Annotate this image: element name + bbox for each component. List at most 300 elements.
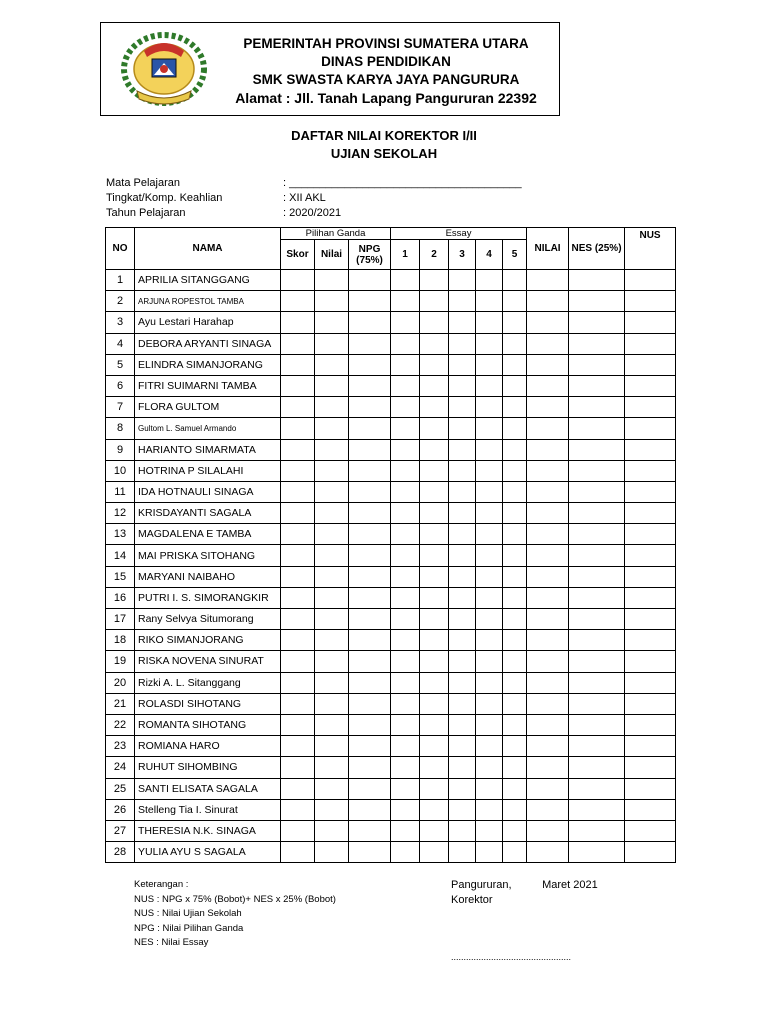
score-cell[interactable] bbox=[449, 714, 476, 735]
score-cell[interactable] bbox=[569, 354, 625, 375]
score-cell[interactable] bbox=[569, 333, 625, 354]
score-cell[interactable] bbox=[281, 291, 315, 312]
score-cell[interactable] bbox=[569, 439, 625, 460]
score-cell[interactable] bbox=[625, 820, 676, 841]
score-cell[interactable] bbox=[391, 291, 420, 312]
score-cell[interactable] bbox=[569, 714, 625, 735]
score-cell[interactable] bbox=[569, 270, 625, 291]
score-cell[interactable] bbox=[503, 672, 527, 693]
score-cell[interactable] bbox=[527, 333, 569, 354]
score-cell[interactable] bbox=[349, 630, 391, 651]
score-cell[interactable] bbox=[391, 566, 420, 587]
score-cell[interactable] bbox=[569, 757, 625, 778]
score-cell[interactable] bbox=[391, 312, 420, 333]
score-cell[interactable] bbox=[569, 566, 625, 587]
score-cell[interactable] bbox=[281, 842, 315, 863]
score-cell[interactable] bbox=[527, 799, 569, 820]
score-cell[interactable] bbox=[527, 672, 569, 693]
score-cell[interactable] bbox=[527, 291, 569, 312]
score-cell[interactable] bbox=[420, 503, 449, 524]
score-cell[interactable] bbox=[281, 820, 315, 841]
score-cell[interactable] bbox=[527, 439, 569, 460]
score-cell[interactable] bbox=[449, 587, 476, 608]
score-cell[interactable] bbox=[625, 397, 676, 418]
score-cell[interactable] bbox=[391, 545, 420, 566]
score-cell[interactable] bbox=[420, 799, 449, 820]
score-cell[interactable] bbox=[625, 609, 676, 630]
score-cell[interactable] bbox=[503, 714, 527, 735]
score-cell[interactable] bbox=[527, 270, 569, 291]
score-cell[interactable] bbox=[527, 842, 569, 863]
score-cell[interactable] bbox=[527, 757, 569, 778]
score-cell[interactable] bbox=[281, 672, 315, 693]
score-cell[interactable] bbox=[420, 524, 449, 545]
score-cell[interactable] bbox=[281, 566, 315, 587]
score-cell[interactable] bbox=[503, 354, 527, 375]
score-cell[interactable] bbox=[315, 778, 349, 799]
score-cell[interactable] bbox=[420, 460, 449, 481]
score-cell[interactable] bbox=[315, 651, 349, 672]
score-cell[interactable] bbox=[349, 503, 391, 524]
score-cell[interactable] bbox=[625, 693, 676, 714]
score-cell[interactable] bbox=[569, 842, 625, 863]
score-cell[interactable] bbox=[420, 672, 449, 693]
score-cell[interactable] bbox=[349, 609, 391, 630]
score-cell[interactable] bbox=[449, 481, 476, 502]
score-cell[interactable] bbox=[281, 693, 315, 714]
score-cell[interactable] bbox=[281, 397, 315, 418]
score-cell[interactable] bbox=[349, 799, 391, 820]
score-cell[interactable] bbox=[569, 503, 625, 524]
score-cell[interactable] bbox=[569, 651, 625, 672]
score-cell[interactable] bbox=[476, 736, 503, 757]
score-cell[interactable] bbox=[349, 291, 391, 312]
score-cell[interactable] bbox=[420, 270, 449, 291]
score-cell[interactable] bbox=[476, 630, 503, 651]
score-cell[interactable] bbox=[476, 333, 503, 354]
score-cell[interactable] bbox=[420, 587, 449, 608]
score-cell[interactable] bbox=[625, 333, 676, 354]
score-cell[interactable] bbox=[315, 693, 349, 714]
score-cell[interactable] bbox=[476, 354, 503, 375]
score-cell[interactable] bbox=[349, 587, 391, 608]
score-cell[interactable] bbox=[349, 693, 391, 714]
score-cell[interactable] bbox=[476, 439, 503, 460]
score-cell[interactable] bbox=[349, 481, 391, 502]
score-cell[interactable] bbox=[569, 587, 625, 608]
score-cell[interactable] bbox=[527, 693, 569, 714]
score-cell[interactable] bbox=[476, 757, 503, 778]
score-cell[interactable] bbox=[449, 672, 476, 693]
score-cell[interactable] bbox=[420, 714, 449, 735]
score-cell[interactable] bbox=[625, 354, 676, 375]
score-cell[interactable] bbox=[281, 418, 315, 439]
score-cell[interactable] bbox=[625, 545, 676, 566]
score-cell[interactable] bbox=[476, 291, 503, 312]
score-cell[interactable] bbox=[449, 524, 476, 545]
score-cell[interactable] bbox=[391, 651, 420, 672]
score-cell[interactable] bbox=[315, 757, 349, 778]
score-cell[interactable] bbox=[449, 736, 476, 757]
score-cell[interactable] bbox=[391, 820, 420, 841]
score-cell[interactable] bbox=[420, 397, 449, 418]
score-cell[interactable] bbox=[420, 630, 449, 651]
score-cell[interactable] bbox=[527, 503, 569, 524]
score-cell[interactable] bbox=[315, 545, 349, 566]
score-cell[interactable] bbox=[625, 587, 676, 608]
score-cell[interactable] bbox=[281, 270, 315, 291]
score-cell[interactable] bbox=[281, 587, 315, 608]
score-cell[interactable] bbox=[569, 693, 625, 714]
score-cell[interactable] bbox=[391, 778, 420, 799]
score-cell[interactable] bbox=[281, 778, 315, 799]
score-cell[interactable] bbox=[476, 778, 503, 799]
score-cell[interactable] bbox=[476, 651, 503, 672]
score-cell[interactable] bbox=[625, 799, 676, 820]
score-cell[interactable] bbox=[391, 354, 420, 375]
score-cell[interactable] bbox=[503, 333, 527, 354]
score-cell[interactable] bbox=[420, 693, 449, 714]
score-cell[interactable] bbox=[625, 672, 676, 693]
score-cell[interactable] bbox=[420, 757, 449, 778]
score-cell[interactable] bbox=[281, 609, 315, 630]
score-cell[interactable] bbox=[315, 842, 349, 863]
score-cell[interactable] bbox=[476, 503, 503, 524]
score-cell[interactable] bbox=[315, 820, 349, 841]
score-cell[interactable] bbox=[391, 757, 420, 778]
score-cell[interactable] bbox=[391, 587, 420, 608]
score-cell[interactable] bbox=[476, 545, 503, 566]
score-cell[interactable] bbox=[315, 397, 349, 418]
score-cell[interactable] bbox=[449, 397, 476, 418]
score-cell[interactable] bbox=[349, 778, 391, 799]
score-cell[interactable] bbox=[315, 291, 349, 312]
score-cell[interactable] bbox=[281, 630, 315, 651]
score-cell[interactable] bbox=[349, 333, 391, 354]
score-cell[interactable] bbox=[527, 312, 569, 333]
score-cell[interactable] bbox=[476, 820, 503, 841]
score-cell[interactable] bbox=[527, 375, 569, 396]
score-cell[interactable] bbox=[391, 714, 420, 735]
score-cell[interactable] bbox=[569, 736, 625, 757]
score-cell[interactable] bbox=[527, 714, 569, 735]
score-cell[interactable] bbox=[349, 270, 391, 291]
score-cell[interactable] bbox=[527, 418, 569, 439]
score-cell[interactable] bbox=[476, 524, 503, 545]
score-cell[interactable] bbox=[281, 333, 315, 354]
score-cell[interactable] bbox=[569, 375, 625, 396]
score-cell[interactable] bbox=[503, 736, 527, 757]
score-cell[interactable] bbox=[569, 291, 625, 312]
score-cell[interactable] bbox=[527, 630, 569, 651]
score-cell[interactable] bbox=[449, 312, 476, 333]
score-cell[interactable] bbox=[349, 524, 391, 545]
score-cell[interactable] bbox=[391, 693, 420, 714]
score-cell[interactable] bbox=[476, 799, 503, 820]
score-cell[interactable] bbox=[315, 672, 349, 693]
score-cell[interactable] bbox=[503, 524, 527, 545]
score-cell[interactable] bbox=[349, 545, 391, 566]
score-cell[interactable] bbox=[281, 524, 315, 545]
score-cell[interactable] bbox=[281, 312, 315, 333]
score-cell[interactable] bbox=[503, 312, 527, 333]
score-cell[interactable] bbox=[527, 460, 569, 481]
score-cell[interactable] bbox=[420, 778, 449, 799]
score-cell[interactable] bbox=[391, 672, 420, 693]
score-cell[interactable] bbox=[503, 609, 527, 630]
score-cell[interactable] bbox=[391, 609, 420, 630]
score-cell[interactable] bbox=[420, 609, 449, 630]
score-cell[interactable] bbox=[420, 439, 449, 460]
score-cell[interactable] bbox=[569, 609, 625, 630]
score-cell[interactable] bbox=[625, 566, 676, 587]
score-cell[interactable] bbox=[349, 842, 391, 863]
score-cell[interactable] bbox=[281, 439, 315, 460]
score-cell[interactable] bbox=[281, 799, 315, 820]
score-cell[interactable] bbox=[391, 418, 420, 439]
score-cell[interactable] bbox=[420, 481, 449, 502]
score-cell[interactable] bbox=[391, 799, 420, 820]
score-cell[interactable] bbox=[449, 460, 476, 481]
score-cell[interactable] bbox=[569, 672, 625, 693]
score-cell[interactable] bbox=[391, 503, 420, 524]
score-cell[interactable] bbox=[420, 291, 449, 312]
score-cell[interactable] bbox=[569, 481, 625, 502]
score-cell[interactable] bbox=[420, 354, 449, 375]
score-cell[interactable] bbox=[315, 354, 349, 375]
score-cell[interactable] bbox=[349, 397, 391, 418]
score-cell[interactable] bbox=[449, 693, 476, 714]
score-cell[interactable] bbox=[527, 566, 569, 587]
score-cell[interactable] bbox=[315, 630, 349, 651]
score-cell[interactable] bbox=[476, 460, 503, 481]
score-cell[interactable] bbox=[476, 566, 503, 587]
score-cell[interactable] bbox=[349, 757, 391, 778]
score-cell[interactable] bbox=[625, 460, 676, 481]
score-cell[interactable] bbox=[449, 757, 476, 778]
score-cell[interactable] bbox=[315, 333, 349, 354]
score-cell[interactable] bbox=[420, 820, 449, 841]
score-cell[interactable] bbox=[315, 503, 349, 524]
score-cell[interactable] bbox=[476, 418, 503, 439]
score-cell[interactable] bbox=[503, 630, 527, 651]
score-cell[interactable] bbox=[476, 609, 503, 630]
score-cell[interactable] bbox=[503, 842, 527, 863]
score-cell[interactable] bbox=[281, 651, 315, 672]
score-cell[interactable] bbox=[349, 418, 391, 439]
score-cell[interactable] bbox=[349, 736, 391, 757]
score-cell[interactable] bbox=[625, 778, 676, 799]
score-cell[interactable] bbox=[527, 820, 569, 841]
score-cell[interactable] bbox=[476, 672, 503, 693]
score-cell[interactable] bbox=[625, 481, 676, 502]
score-cell[interactable] bbox=[391, 375, 420, 396]
score-cell[interactable] bbox=[449, 609, 476, 630]
score-cell[interactable] bbox=[281, 481, 315, 502]
score-cell[interactable] bbox=[449, 418, 476, 439]
score-cell[interactable] bbox=[449, 778, 476, 799]
score-cell[interactable] bbox=[569, 397, 625, 418]
score-cell[interactable] bbox=[315, 460, 349, 481]
score-cell[interactable] bbox=[625, 418, 676, 439]
score-cell[interactable] bbox=[625, 757, 676, 778]
score-cell[interactable] bbox=[449, 333, 476, 354]
score-cell[interactable] bbox=[503, 291, 527, 312]
score-cell[interactable] bbox=[315, 439, 349, 460]
score-cell[interactable] bbox=[420, 651, 449, 672]
score-cell[interactable] bbox=[281, 545, 315, 566]
score-cell[interactable] bbox=[527, 481, 569, 502]
score-cell[interactable] bbox=[315, 587, 349, 608]
score-cell[interactable] bbox=[281, 354, 315, 375]
score-cell[interactable] bbox=[503, 397, 527, 418]
score-cell[interactable] bbox=[315, 524, 349, 545]
score-cell[interactable] bbox=[391, 630, 420, 651]
score-cell[interactable] bbox=[420, 312, 449, 333]
score-cell[interactable] bbox=[476, 481, 503, 502]
score-cell[interactable] bbox=[503, 439, 527, 460]
score-cell[interactable] bbox=[476, 397, 503, 418]
score-cell[interactable] bbox=[625, 842, 676, 863]
score-cell[interactable] bbox=[527, 524, 569, 545]
score-cell[interactable] bbox=[569, 799, 625, 820]
score-cell[interactable] bbox=[449, 291, 476, 312]
score-cell[interactable] bbox=[391, 397, 420, 418]
score-cell[interactable] bbox=[391, 524, 420, 545]
score-cell[interactable] bbox=[527, 609, 569, 630]
score-cell[interactable] bbox=[349, 375, 391, 396]
score-cell[interactable] bbox=[315, 312, 349, 333]
score-cell[interactable] bbox=[503, 460, 527, 481]
score-cell[interactable] bbox=[476, 714, 503, 735]
score-cell[interactable] bbox=[503, 799, 527, 820]
score-cell[interactable] bbox=[281, 460, 315, 481]
score-cell[interactable] bbox=[503, 587, 527, 608]
score-cell[interactable] bbox=[503, 693, 527, 714]
score-cell[interactable] bbox=[315, 375, 349, 396]
score-cell[interactable] bbox=[391, 842, 420, 863]
score-cell[interactable] bbox=[527, 778, 569, 799]
score-cell[interactable] bbox=[315, 714, 349, 735]
score-cell[interactable] bbox=[349, 460, 391, 481]
score-cell[interactable] bbox=[281, 503, 315, 524]
score-cell[interactable] bbox=[503, 545, 527, 566]
score-cell[interactable] bbox=[449, 545, 476, 566]
score-cell[interactable] bbox=[391, 481, 420, 502]
score-cell[interactable] bbox=[569, 778, 625, 799]
score-cell[interactable] bbox=[391, 439, 420, 460]
score-cell[interactable] bbox=[349, 820, 391, 841]
score-cell[interactable] bbox=[476, 587, 503, 608]
score-cell[interactable] bbox=[476, 693, 503, 714]
score-cell[interactable] bbox=[449, 651, 476, 672]
score-cell[interactable] bbox=[315, 609, 349, 630]
score-cell[interactable] bbox=[503, 566, 527, 587]
score-cell[interactable] bbox=[527, 587, 569, 608]
score-cell[interactable] bbox=[315, 481, 349, 502]
score-cell[interactable] bbox=[449, 375, 476, 396]
score-cell[interactable] bbox=[503, 418, 527, 439]
score-cell[interactable] bbox=[315, 799, 349, 820]
score-cell[interactable] bbox=[449, 503, 476, 524]
score-cell[interactable] bbox=[503, 481, 527, 502]
score-cell[interactable] bbox=[625, 312, 676, 333]
score-cell[interactable] bbox=[503, 778, 527, 799]
score-cell[interactable] bbox=[625, 439, 676, 460]
score-cell[interactable] bbox=[349, 566, 391, 587]
score-cell[interactable] bbox=[449, 630, 476, 651]
score-cell[interactable] bbox=[449, 354, 476, 375]
score-cell[interactable] bbox=[527, 545, 569, 566]
score-cell[interactable] bbox=[625, 714, 676, 735]
score-cell[interactable] bbox=[527, 354, 569, 375]
score-cell[interactable] bbox=[281, 375, 315, 396]
score-cell[interactable] bbox=[569, 460, 625, 481]
score-cell[interactable] bbox=[476, 842, 503, 863]
score-cell[interactable] bbox=[349, 651, 391, 672]
score-cell[interactable] bbox=[449, 820, 476, 841]
score-cell[interactable] bbox=[349, 672, 391, 693]
score-cell[interactable] bbox=[527, 651, 569, 672]
score-cell[interactable] bbox=[420, 736, 449, 757]
score-cell[interactable] bbox=[420, 375, 449, 396]
score-cell[interactable] bbox=[476, 375, 503, 396]
score-cell[interactable] bbox=[315, 270, 349, 291]
score-cell[interactable] bbox=[420, 566, 449, 587]
score-cell[interactable] bbox=[503, 757, 527, 778]
score-cell[interactable] bbox=[503, 270, 527, 291]
score-cell[interactable] bbox=[281, 714, 315, 735]
score-cell[interactable] bbox=[449, 842, 476, 863]
score-cell[interactable] bbox=[625, 503, 676, 524]
score-cell[interactable] bbox=[315, 566, 349, 587]
score-cell[interactable] bbox=[391, 460, 420, 481]
score-cell[interactable] bbox=[503, 820, 527, 841]
score-cell[interactable] bbox=[281, 757, 315, 778]
score-cell[interactable] bbox=[503, 503, 527, 524]
score-cell[interactable] bbox=[420, 333, 449, 354]
score-cell[interactable] bbox=[625, 524, 676, 545]
score-cell[interactable] bbox=[569, 545, 625, 566]
score-cell[interactable] bbox=[449, 270, 476, 291]
score-cell[interactable] bbox=[569, 524, 625, 545]
score-cell[interactable] bbox=[349, 439, 391, 460]
score-cell[interactable] bbox=[625, 270, 676, 291]
score-cell[interactable] bbox=[449, 799, 476, 820]
score-cell[interactable] bbox=[569, 312, 625, 333]
score-cell[interactable] bbox=[391, 270, 420, 291]
score-cell[interactable] bbox=[349, 714, 391, 735]
score-cell[interactable] bbox=[625, 651, 676, 672]
score-cell[interactable] bbox=[349, 312, 391, 333]
score-cell[interactable] bbox=[281, 736, 315, 757]
score-cell[interactable] bbox=[449, 566, 476, 587]
score-cell[interactable] bbox=[391, 736, 420, 757]
score-cell[interactable] bbox=[315, 736, 349, 757]
score-cell[interactable] bbox=[527, 397, 569, 418]
score-cell[interactable] bbox=[349, 354, 391, 375]
score-cell[interactable] bbox=[527, 736, 569, 757]
score-cell[interactable] bbox=[625, 630, 676, 651]
score-cell[interactable] bbox=[476, 270, 503, 291]
score-cell[interactable] bbox=[569, 820, 625, 841]
score-cell[interactable] bbox=[569, 630, 625, 651]
score-cell[interactable] bbox=[315, 418, 349, 439]
score-cell[interactable] bbox=[625, 736, 676, 757]
score-cell[interactable] bbox=[449, 439, 476, 460]
score-cell[interactable] bbox=[503, 651, 527, 672]
score-cell[interactable] bbox=[420, 545, 449, 566]
